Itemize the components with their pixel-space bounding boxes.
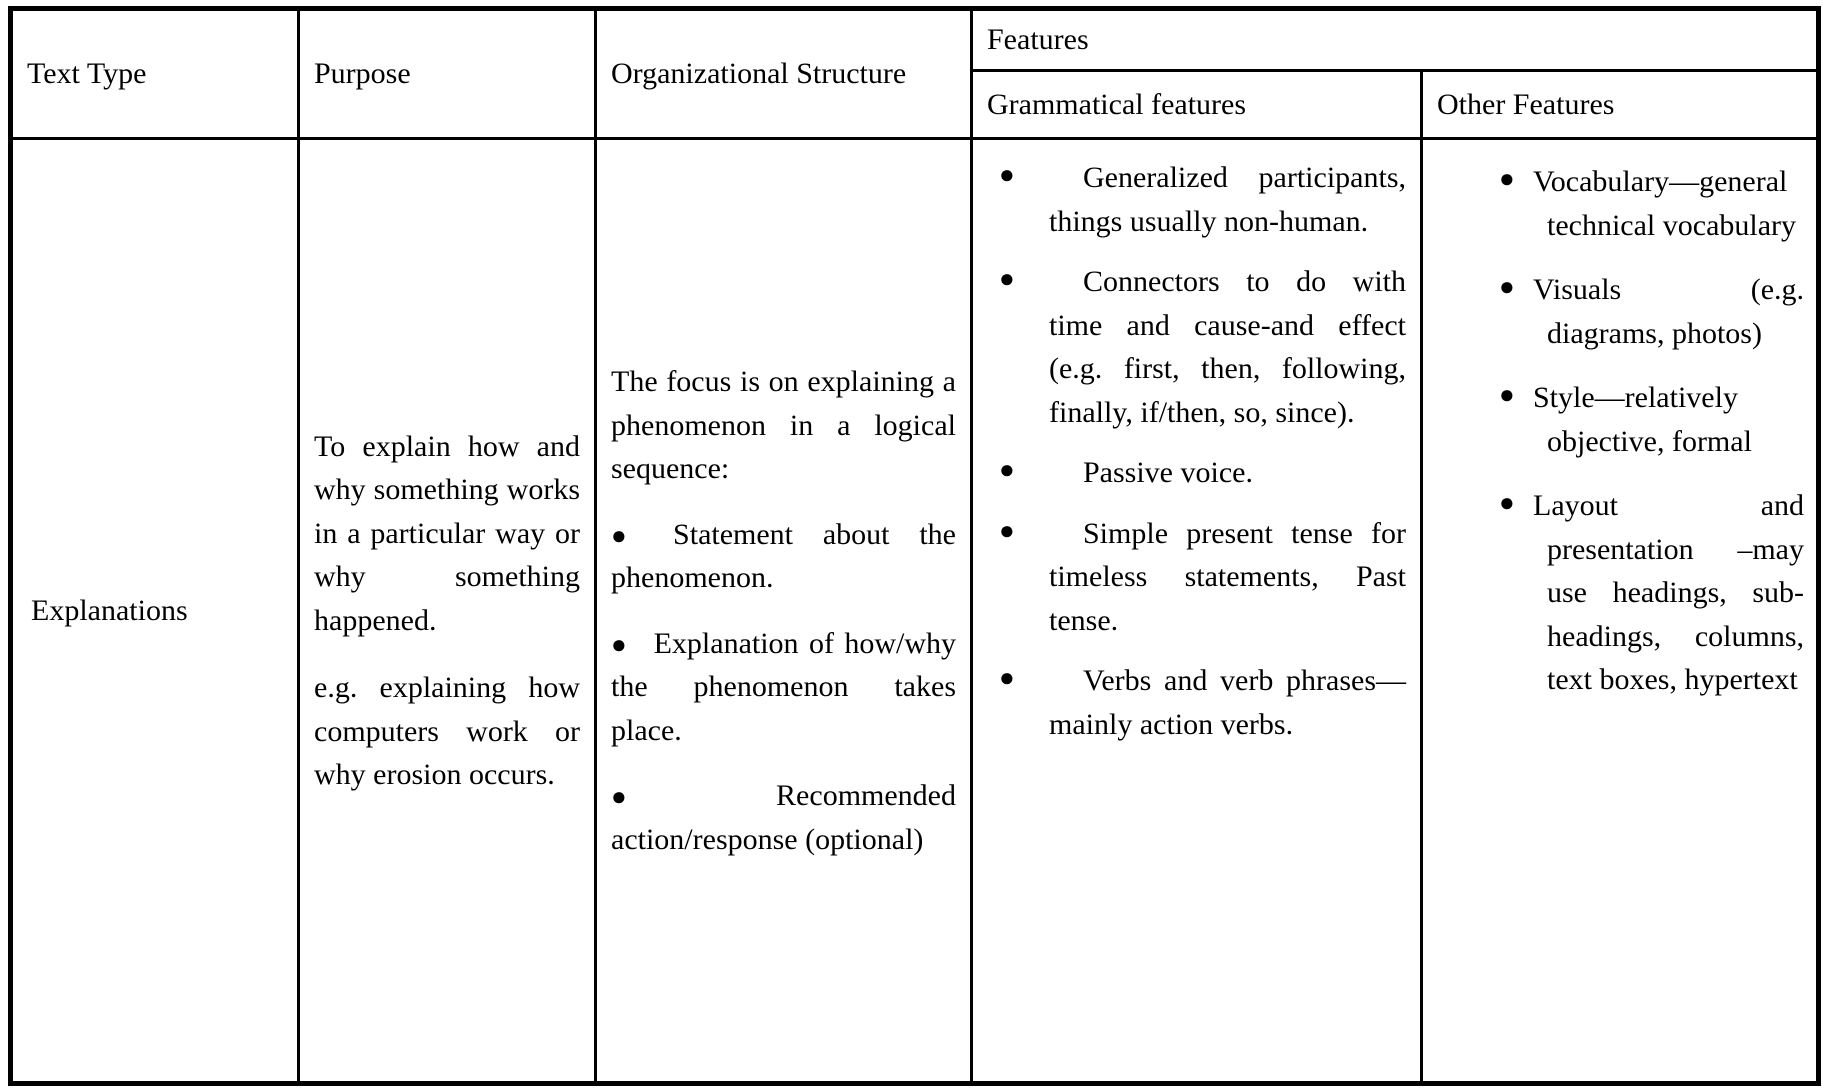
row-explanations: [11, 139, 1819, 1084]
grammatical-bullet-text: Verbs and verb phrases—mainly action verbs.: [1049, 664, 1406, 741]
list-item: [611, 513, 956, 600]
header-row-top: [11, 9, 1819, 71]
header-other-features: Other Features: [1422, 71, 1819, 139]
bullet-icon: ●: [611, 629, 630, 659]
other-bullet-text: Vocabulary—general technical vocabulary: [1533, 165, 1797, 242]
header-text-type: Text Type: [11, 9, 299, 139]
bullet-icon: ●: [999, 264, 1015, 293]
bullet-icon: ●: [611, 520, 650, 550]
grammatical-bullet-text: Simple present tense for timeless statements, Past tense.: [1049, 516, 1406, 637]
list-item: [611, 774, 956, 861]
header-features: Features: [972, 9, 1819, 71]
list-item: [987, 156, 1406, 243]
org-bullet-text: Recommended action/response (optional): [611, 779, 956, 856]
bullet-icon: ●: [999, 515, 1015, 545]
bullet-icon: ●: [1499, 380, 1515, 409]
header-org-structure: Organizational Structure: [596, 9, 972, 139]
cell-text-type: Explanations: [11, 139, 299, 1084]
list-item: [987, 512, 1406, 643]
cell-purpose: [299, 139, 596, 1084]
grammatical-bullet-text: Connectors to do with time and cause-and effect (e.g. first, then, following, finally, if/then, so, since).: [1049, 265, 1406, 429]
bullet-icon: ●: [1499, 272, 1515, 301]
list-item: [1437, 484, 1804, 702]
bullet-icon: ●: [999, 663, 1015, 692]
grammatical-bullet-text: Passive voice.: [1083, 456, 1253, 489]
purpose-example: e.g. explaining how computers work or why erosion occurs.: [314, 671, 580, 791]
header-grammatical-features: Grammatical features: [972, 71, 1422, 139]
bullet-icon: ●: [999, 455, 1015, 484]
cell-other-features: [1422, 139, 1819, 1084]
list-item: [987, 451, 1406, 495]
org-bullet-text: Statement about the phenomenon.: [611, 517, 956, 594]
text-types-table: [8, 6, 1821, 1086]
header-purpose: Purpose: [299, 9, 596, 139]
bullet-icon: ●: [999, 160, 1015, 189]
bullet-icon: ●: [1499, 164, 1515, 193]
cell-grammatical-features: [972, 139, 1422, 1084]
bullet-icon: ●: [1499, 488, 1515, 517]
list-item: [987, 260, 1406, 434]
other-bullet-text: Layout and presentation –may use headings, sub-headings, columns, text boxes, hypertext: [1533, 489, 1805, 696]
other-bullet-text: Visuals (e.g. diagrams, photos): [1533, 273, 1805, 350]
grammatical-bullet-text: Generalized participants, things usually non-human.: [1049, 161, 1406, 238]
other-bullet-text: Style—relatively objective, formal: [1533, 381, 1752, 458]
list-item: [611, 622, 956, 753]
org-structure-intro: The focus is on explaining a phenomenon in a logical sequence:: [611, 365, 956, 485]
list-item: [987, 659, 1406, 746]
org-bullet-text: Explanation of how/why the phenomenon takes place.: [611, 626, 956, 747]
bullet-icon: ●: [611, 782, 753, 811]
list-item: [1437, 160, 1804, 247]
purpose-paragraph: To explain how and why something works in a particular way or why something happened.: [314, 429, 580, 637]
cell-org-structure: [596, 139, 972, 1084]
list-item: [1437, 268, 1804, 355]
list-item: [1437, 376, 1804, 463]
